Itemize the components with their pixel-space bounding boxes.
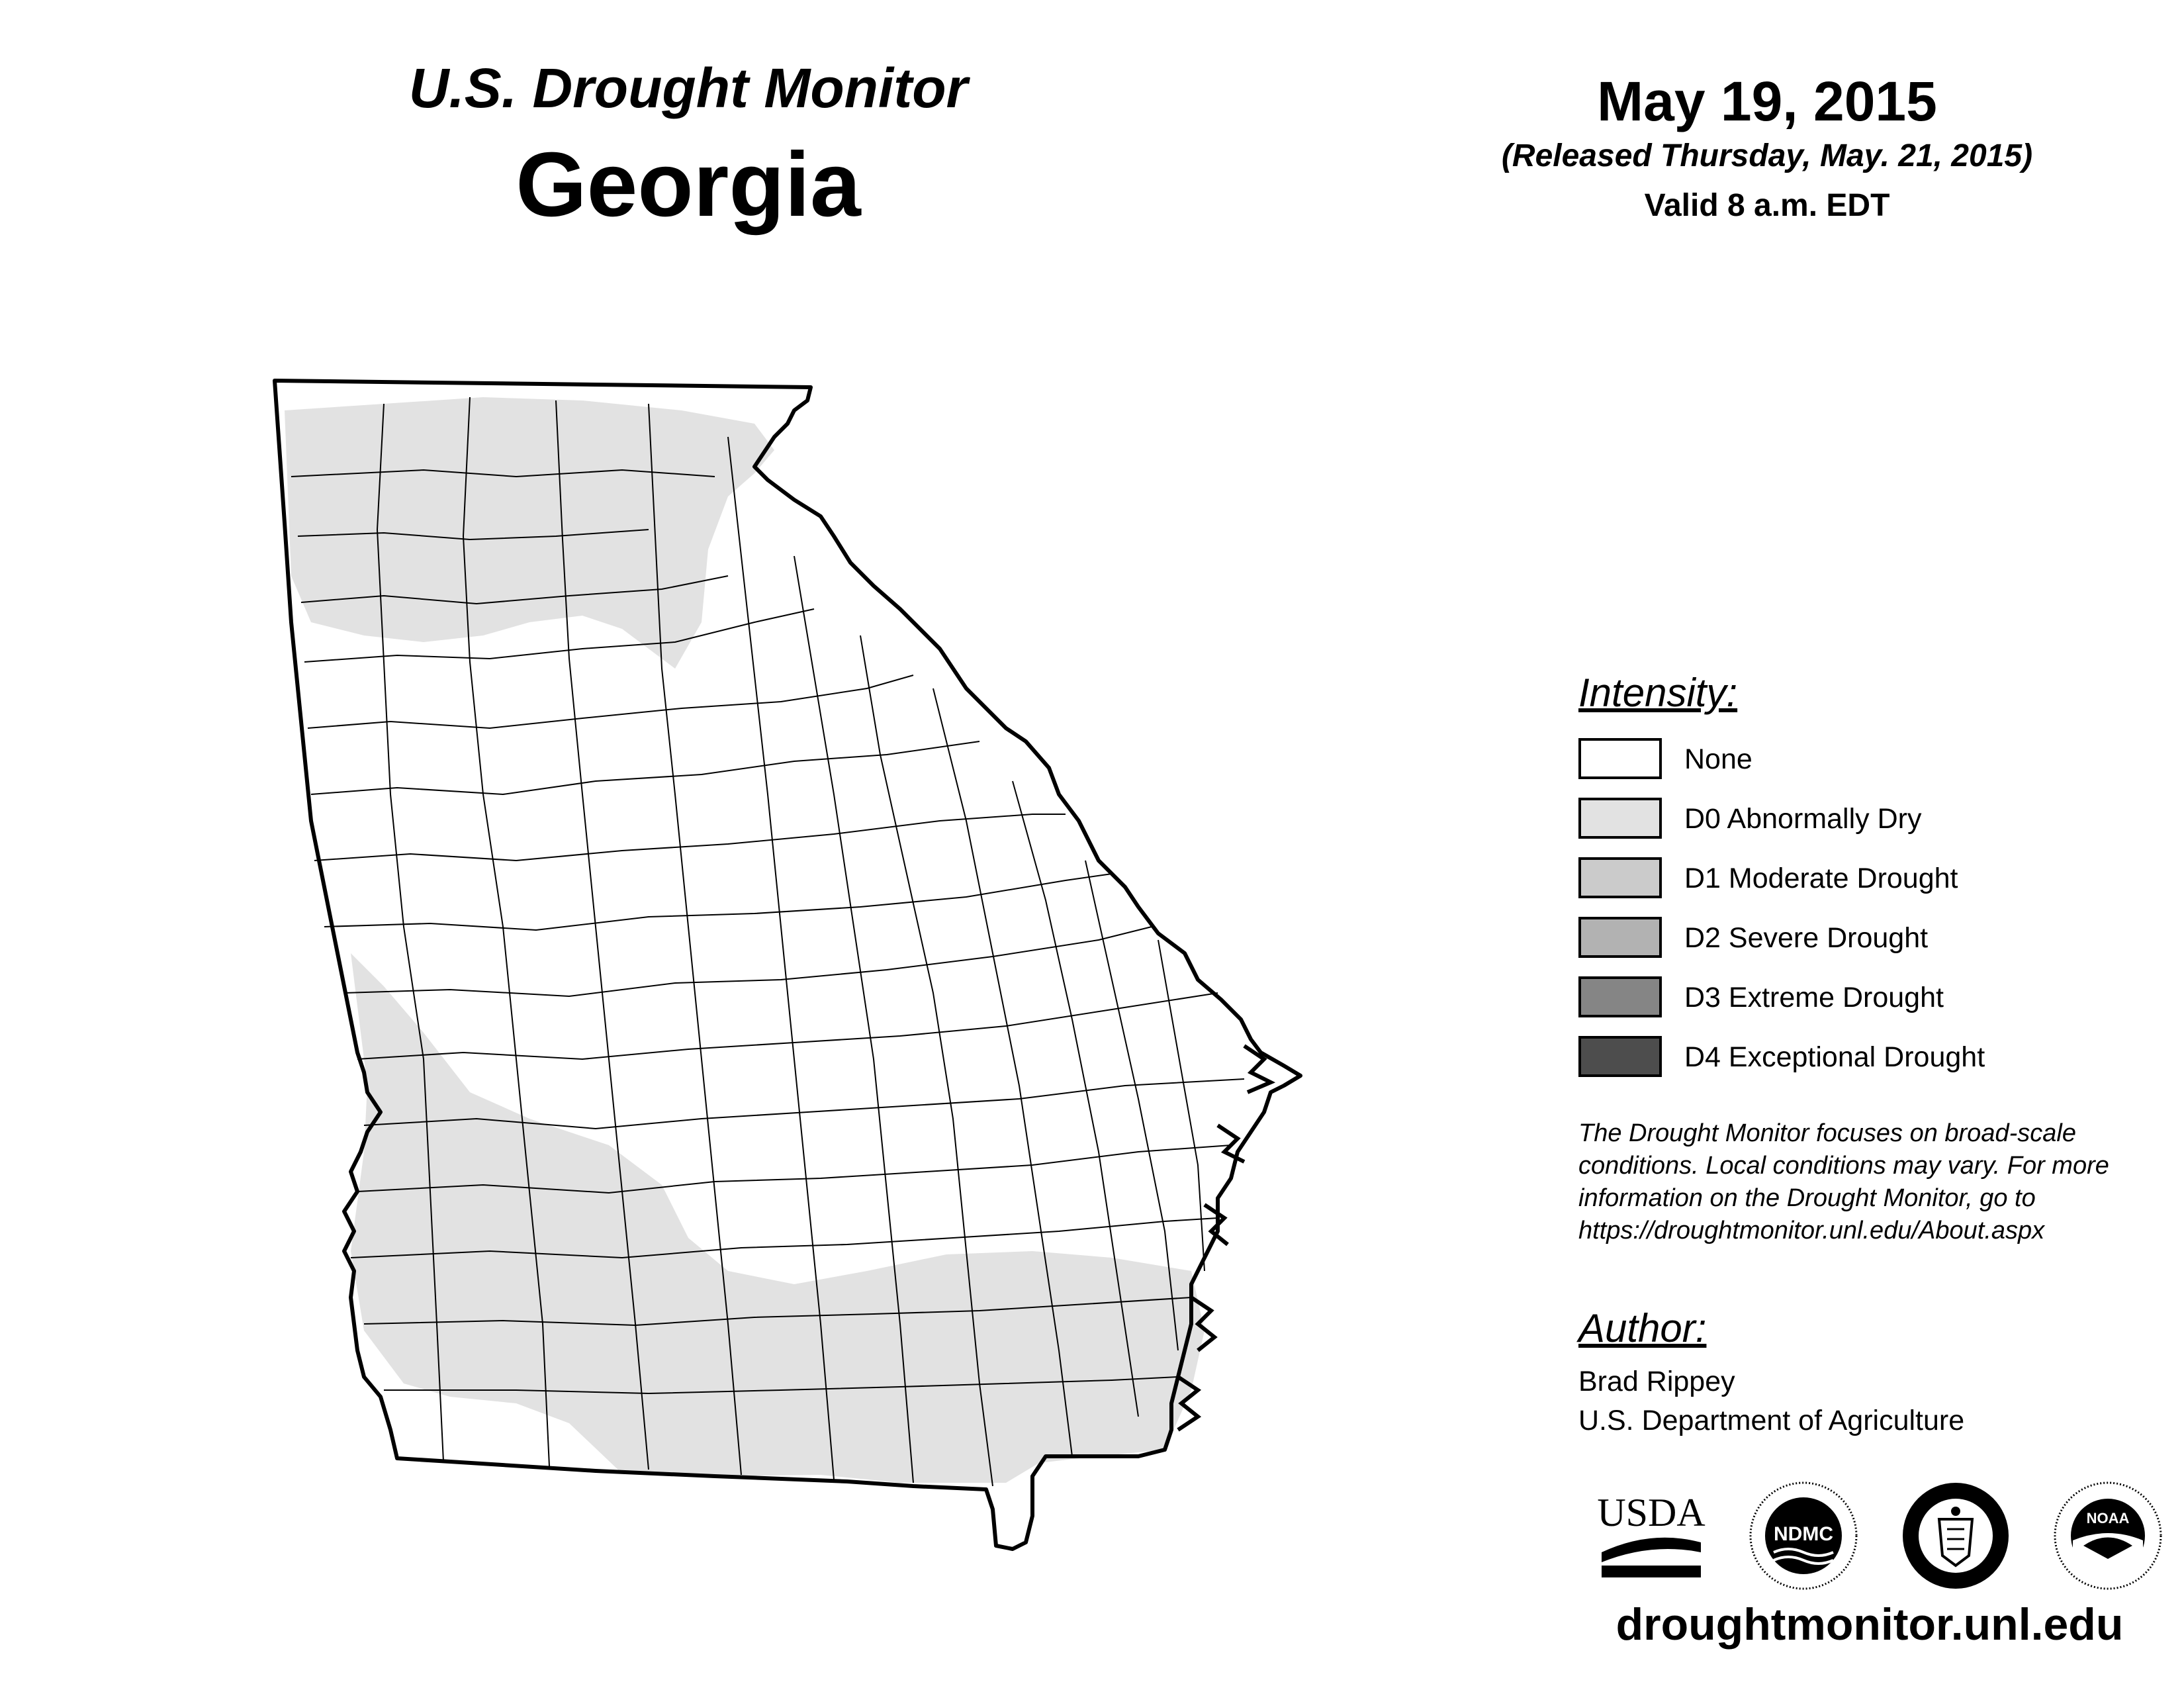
ndmc-logo — [1747, 1479, 1860, 1592]
georgia-drought-map — [251, 357, 1324, 1615]
author-heading: Author: — [1578, 1306, 1707, 1350]
valid-time: Valid 8 a.m. EDT — [1644, 188, 1890, 223]
commerce-seal — [1899, 1479, 2012, 1592]
legend-label: None — [1684, 743, 1752, 775]
legend-label: D1 Moderate Drought — [1684, 863, 1958, 894]
legend-swatch — [1578, 917, 1662, 958]
map-title: U.S. Drought Monitor — [408, 57, 968, 119]
noaa-logo-text: NOAA — [2086, 1510, 2130, 1526]
legend-label: D0 Abnormally Dry — [1684, 803, 1922, 835]
legend-label: D3 Extreme Drought — [1684, 982, 1944, 1013]
author-organization: U.S. Department of Agriculture — [1578, 1405, 1965, 1436]
author-name: Brad Rippey — [1578, 1366, 1735, 1397]
legend-label: D2 Severe Drought — [1684, 922, 1929, 954]
usda-logo — [1595, 1479, 1707, 1592]
website-url[interactable]: droughtmonitor.unl.edu — [1615, 1599, 2124, 1650]
noaa-logo — [2052, 1479, 2164, 1592]
legend-heading: Intensity: — [1578, 671, 1738, 715]
state-name: Georgia — [516, 134, 861, 236]
legend-swatch — [1578, 1036, 1662, 1077]
legend-label: D4 Exceptional Drought — [1684, 1041, 1985, 1073]
ndmc-logo-text: NDMC — [1774, 1523, 1833, 1545]
usda-logo-text: USDA — [1597, 1491, 1706, 1534]
legend-swatch — [1578, 857, 1662, 898]
legend-swatch — [1578, 798, 1662, 839]
disclaimer-note: The Drought Monitor focuses on broad-scale conditions. Local conditions may vary. For more information on the Drought Monitor, go to https://droughtmonitor.unl.edu/About.aspx — [1578, 1119, 2109, 1244]
legend-swatch — [1578, 738, 1662, 779]
valid-date: May 19, 2015 — [1597, 70, 1937, 132]
release-date: (Released Thursday, May. 21, 2015) — [1501, 138, 2033, 173]
legend-swatch — [1578, 976, 1662, 1017]
